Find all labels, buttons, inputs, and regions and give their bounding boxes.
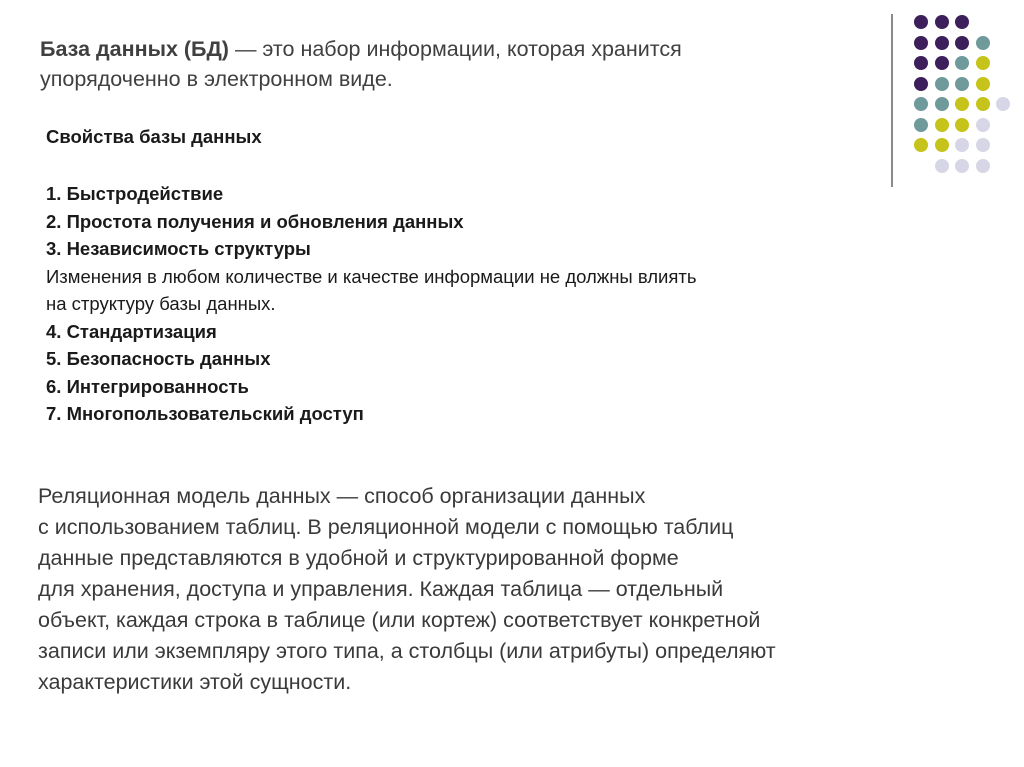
intro-definition [40,34,840,94]
decorative-dot [955,15,969,29]
decorative-dot [935,36,949,50]
decorative-dot [976,77,990,91]
decorative-dot [935,97,949,111]
list-item: 2. Простота получения и обновления данных [46,210,464,232]
decorative-dot [976,56,990,70]
paragraph-line: данные представляются в удобной и структурированной форме [38,546,679,570]
decorative-dot [976,118,990,132]
decorative-dot [935,118,949,132]
paragraph-line: с использованием таблиц. В реляционной модели с помощью таблиц [38,515,734,539]
decorative-dot [955,36,969,50]
intro-definition-line2: упорядоченно в электронном виде. [40,67,393,91]
decorative-dot [955,97,969,111]
decorative-dot [976,159,990,173]
decorative-dot [935,15,949,29]
paragraph-line: записи или экземпляру этого типа, а столбцы (или атрибуты) определяют [38,639,776,663]
decorative-dot [955,138,969,152]
decorative-dot [955,118,969,132]
list-item: 7. Многопользовательский доступ [46,403,364,424]
decorative-dot [914,138,928,152]
decorative-dot [914,118,928,132]
paragraph-line: характеристики этой сущности. [38,670,352,694]
decorative-dot [955,77,969,91]
intro-term: База данных (БД) [40,37,229,61]
decorative-dot [914,56,928,70]
decorative-dot [935,138,949,152]
decorative-dot-grid [0,0,1024,200]
decorative-dot [976,97,990,111]
paragraph-line: Реляционная модель данных — способ организации данных [38,484,646,508]
vertical-divider [891,14,893,187]
list-item: 4. Стандартизация [46,320,217,342]
decorative-dot [955,56,969,70]
list-item: на структуру базы данных. [46,293,276,314]
decorative-dot [914,77,928,91]
paragraph-line: для хранения, доступа и управления. Каждая таблица — отдельный [38,577,724,601]
decorative-dot [935,159,949,173]
decorative-dot [976,36,990,50]
decorative-dot [914,97,928,111]
list-item: 6. Интегрированность [46,375,249,397]
list-item: 1. Быстродействие [46,183,224,204]
properties-list [46,180,886,428]
decorative-dot [976,138,990,152]
list-item: 3. Независимость структуры [46,238,311,259]
decorative-dot [914,36,928,50]
decorative-dot [914,15,928,29]
decorative-dot [935,56,949,70]
list-item: 5. Безопасность данных [46,348,271,369]
list-item: Изменения в любом количестве и качестве информации не должны влиять [46,265,697,287]
properties-title: Свойства базы данных [46,126,262,147]
intro-definition-line1: — это набор информации, которая хранится [228,37,682,61]
relational-model-paragraph [38,481,938,698]
decorative-dot [955,159,969,173]
paragraph-line: объект, каждая строка в таблице (или кортеж) соответствует конкретной [38,608,761,632]
decorative-dot [935,77,949,91]
decorative-dot [996,97,1010,111]
